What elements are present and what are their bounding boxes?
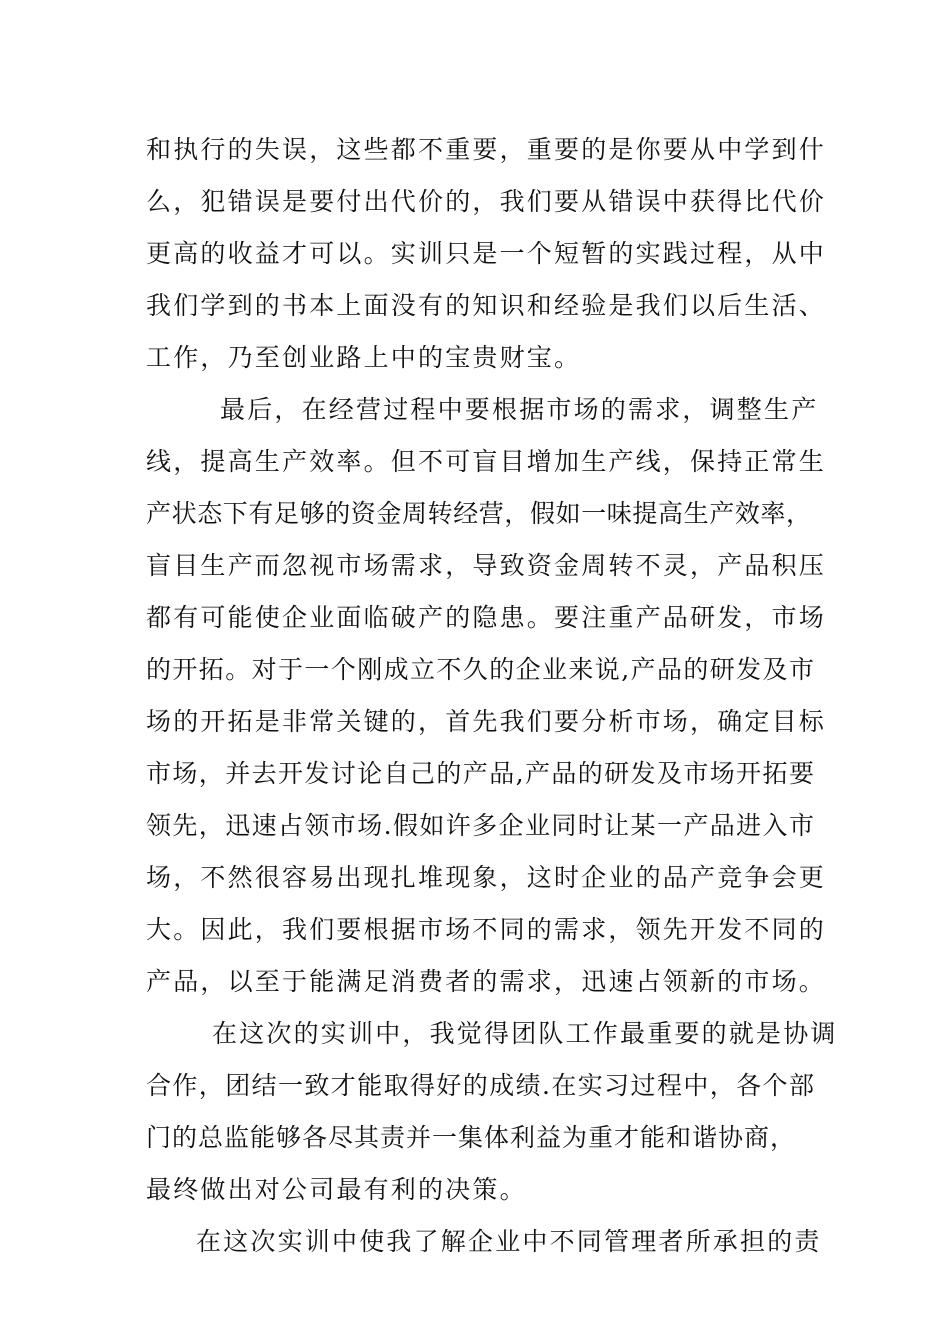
text-line: 产状态下有足够的资金周转经营，假如一味提高生产效率，: [146, 499, 812, 528]
text-line: 都有可能使企业面临破产的隐患。要注重产品研发，市场: [146, 603, 827, 632]
text-line: 大。因此，我们要根据市场不同的需求，领先开发不同的: [146, 915, 827, 944]
text-line: 盲目生产而忽视市场需求，导致资金周转不灵，产品积压: [146, 551, 827, 580]
text-line: 在这次实训中使我了解企业中不同管理者所承担的责: [196, 1227, 822, 1256]
text-line: 的开拓。对于一个刚成立不久的企业来说,产品的研发及市: [146, 655, 816, 684]
text-line: 最后，在经营过程中要根据市场的需求，调整生产: [220, 395, 819, 424]
text-line: 合作，团结一致才能取得好的成绩.在实习过程中，各个部: [146, 1071, 816, 1100]
text-line: 工作，乃至创业路上中的宝贵财宝。: [146, 343, 582, 372]
text-line: 领先，迅速占领市场.假如许多企业同时让某一产品进入市: [146, 811, 816, 840]
text-line: 场的开拓是非常关键的，首先我们要分析市场，确定目标: [146, 707, 827, 736]
text-line: 和执行的失误，这些都不重要，重要的是你要从中学到什: [146, 135, 827, 164]
text-line: 门的总监能够各尽其责并一集体利益为重才能和谐协商，: [146, 1123, 797, 1152]
text-line: 场，不然很容易出现扎堆现象，这时企业的品产竞争会更: [146, 863, 827, 892]
text-line: 最终做出对公司最有利的决策。: [146, 1175, 527, 1204]
text-line: 么，犯错误是要付出代价的，我们要从错误中获得比代价: [146, 187, 827, 216]
text-line: 在这次的实训中，我觉得团队工作最重要的就是协调: [212, 1019, 838, 1048]
text-line: 线，提高生产效率。但不可盲目增加生产线，保持正常生: [146, 447, 827, 476]
text-line: 市场，并去开发讨论自己的产品,产品的研发及市场开拓要: [146, 759, 816, 788]
text-line: 产品，以至于能满足消费者的需求，迅速占领新的市场。: [146, 967, 827, 996]
text-line: 我们学到的书本上面没有的知识和经验是我们以后生活、: [146, 291, 827, 320]
text-line: 更高的收益才可以。实训只是一个短暂的实践过程，从中: [146, 239, 827, 268]
